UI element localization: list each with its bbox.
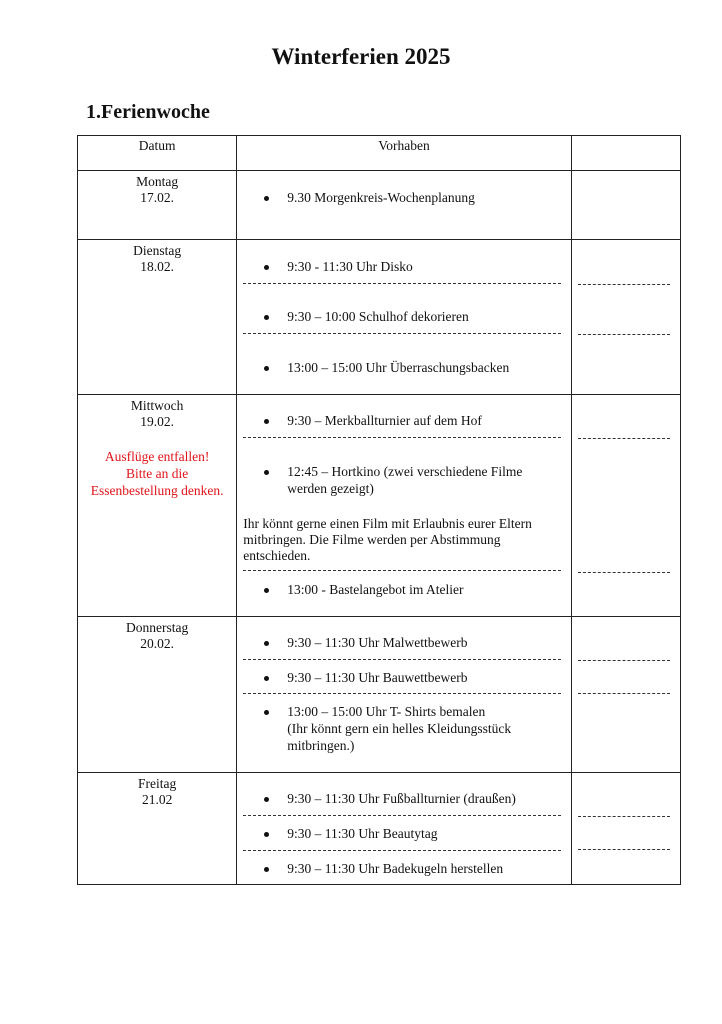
table-row: [78, 617, 681, 773]
weekday: Montag: [136, 174, 179, 189]
bullet-icon: [264, 588, 269, 593]
date: 18.02.: [140, 259, 174, 274]
dashed-divider: [578, 284, 670, 285]
list-item: 9:30 – 11:30 Uhr Bauwettbewerb: [243, 669, 561, 686]
plan-cell: [237, 171, 572, 240]
dashed-divider: [578, 816, 670, 817]
weekday: Dienstag: [133, 243, 182, 258]
bullet-icon: [264, 641, 269, 646]
bullet-icon: [264, 470, 269, 475]
dashed-divider: [578, 693, 670, 694]
note-cell: [571, 773, 680, 885]
bullet-icon: [264, 315, 269, 320]
date: 19.02.: [140, 414, 174, 429]
dashed-divider: [578, 438, 670, 439]
bullet-icon: [264, 797, 269, 802]
note-cell: [571, 617, 680, 773]
header-note: [571, 136, 680, 171]
bullet-icon: [264, 710, 269, 715]
list-item: 9:30 – 11:30 Uhr Beautytag: [243, 825, 561, 842]
table-row: [78, 171, 681, 240]
list-item: 9:30 – 11:30 Uhr Badekugeln herstellen: [243, 860, 561, 877]
date: 20.02.: [140, 636, 174, 651]
bullet-icon: [264, 265, 269, 270]
date-cell: [78, 171, 237, 240]
note-cell: [571, 171, 680, 240]
plan-cell: [237, 395, 572, 617]
bullet-icon: [264, 867, 269, 872]
list-item: 9:30 - 11:30 Uhr Disko: [243, 258, 561, 275]
plan-cell: [237, 617, 572, 773]
page-title: Winterferien 2025: [271, 44, 451, 69]
bullet-icon: [264, 676, 269, 681]
table-row: [78, 773, 681, 885]
date-cell: [78, 773, 237, 885]
list-item: 9:30 – Merkballturnier auf dem Hof: [243, 412, 561, 429]
dashed-divider: [578, 849, 670, 850]
date: 21.02: [141, 792, 173, 807]
plan-cell: [237, 240, 572, 395]
list-item: 9:30 – 10:00 Schulhof dekorieren: [243, 308, 561, 325]
bullet-icon: [264, 832, 269, 837]
plan-cell: [237, 773, 572, 885]
bullet-icon: [264, 419, 269, 424]
info-paragraph: Ihr könnt gerne einen Film mit Erlaubnis eurer Eltern mitbringen. Die Filme werden per Abstimmung entschieden.: [243, 516, 532, 563]
weekday: Freitag: [138, 776, 177, 791]
list-item: 13:00 - Bastelangebot im Atelier: [243, 581, 561, 598]
note-cell: [571, 395, 680, 617]
schedule-table: [77, 135, 681, 885]
date-cell: [78, 395, 237, 617]
header-row: [78, 136, 681, 171]
notice: Ausflüge entfallen! Bitte an die Essenbestellung denken.: [90, 449, 224, 498]
list-item: 9:30 – 11:30 Uhr Fußballturnier (draußen): [243, 790, 561, 807]
dashed-divider: [578, 572, 670, 573]
date: 17.02.: [140, 190, 174, 205]
header-plan: Vorhaben: [237, 136, 572, 171]
list-item: 12:45 – Hortkino (zwei verschiedene Filme werden gezeigt): [243, 463, 561, 497]
list-item: 9.30 Morgenkreis-Wochenplanung: [243, 189, 561, 206]
header-date: Datum: [78, 136, 237, 171]
date-cell: [78, 240, 237, 395]
dashed-divider: [578, 334, 670, 335]
list-item: 13:00 – 15:00 Uhr Überraschungsbacken: [243, 359, 561, 376]
bullet-icon: [264, 366, 269, 371]
list-item: 9:30 – 11:30 Uhr Malwettbewerb: [243, 634, 561, 651]
note-cell: [571, 240, 680, 395]
section-heading: 1.Ferienwoche: [86, 101, 210, 123]
list-item: 13:00 – 15:00 Uhr T- Shirts bemalen (Ihr könnt gern ein helles Kleidungsstück mitbringen.): [243, 703, 561, 754]
date-cell: [78, 617, 237, 773]
weekday: Donnerstag: [126, 620, 189, 635]
dashed-divider: [578, 660, 670, 661]
bullet-icon: [264, 196, 269, 201]
table-row: [78, 395, 681, 617]
weekday: Mittwoch: [130, 398, 184, 413]
table-row: [78, 240, 681, 395]
